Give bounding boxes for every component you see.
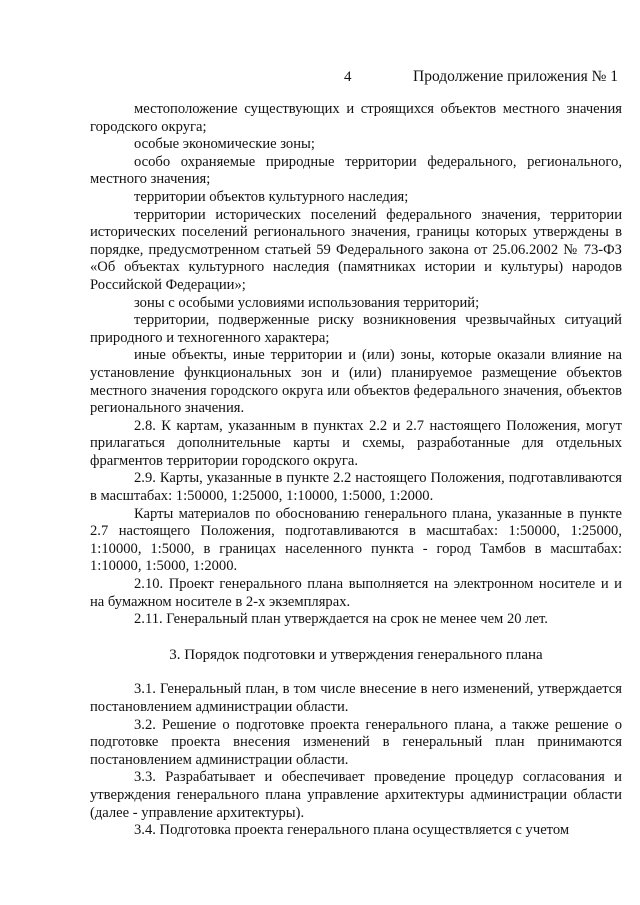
paragraph: зоны с особыми условиями использования территорий; <box>134 294 480 311</box>
document-body <box>90 101 622 840</box>
appendix-continuation-note: Продолжение приложения № 1 <box>413 68 618 85</box>
paragraph: 3.2. Решение о подготовке проекта генерального плана, а также решение о подготовке проекта внесения изменений в генеральный план принимаются постановлением администрации области. <box>90 716 622 768</box>
paragraph: 3.4. Подготовка проекта генерального плана осуществляется с учетом <box>134 822 570 839</box>
paragraph: особо охраняемые природные территории федерального, регионального, местного значения; <box>90 153 622 188</box>
paragraph: 2.8. К картам, указанным в пунктах 2.2 и 2.7 настоящего Положения, могут прилагаться дополнительные карты и схемы, разработанные для отдельных фрагментов территории городского округа. <box>90 417 622 469</box>
paragraph: территории исторических поселений федерального значения, территории исторических поселений регионального значения, границы которых утверждены в порядке, предусмотренном статьей 59 Федерального закона от 25.06.2002 № 73-ФЗ «Об объектах культурного наследия (памятниках истории и культуры) народов Российской Федерации»; <box>90 206 622 293</box>
paragraph: местоположение существующих и строящихся объектов местного значения городского округа; <box>90 101 622 135</box>
paragraph: Карты материалов по обоснованию генерального плана, указанные в пункте 2.7 настоящего Положения, подготавливаются в масштабах: 1:50000, 1:25000, 1:10000, 1:5000, в границах населенного пункта - город Тамбов в масштабах: 1:10000, 1:5000, 1:2000. <box>90 505 622 575</box>
paragraph: 2.9. Карты, указанные в пункте 2.2 настоящего Положения, подготавливаются в масштабах: 1:50000, 1:25000, 1:10000, 1:5000, 1:2000. <box>90 470 622 505</box>
paragraph: 3.1. Генеральный план, в том числе внесение в него изменений, утверждается постановлением администрации области. <box>90 681 622 715</box>
paragraph: территории объектов культурного наследия; <box>134 188 409 205</box>
paragraph: 2.11. Генеральный план утверждается на срок не менее чем 20 лет. <box>134 611 548 628</box>
section-title: 3. Порядок подготовки и утверждения генерального плана <box>169 646 543 663</box>
paragraph: особые экономические зоны; <box>134 136 315 153</box>
paragraph: территории, подверженные риску возникновения чрезвычайных ситуаций природного и техногенного характера; <box>90 312 622 346</box>
paragraph: иные объекты, иные территории и (или) зоны, которые оказали влияние на установление функциональных зон и (или) планируемое размещение объектов местного значения городского округа или объектов федерального значения, объектов регионального значения. <box>90 347 622 417</box>
page-number: 4 <box>344 69 352 85</box>
paragraph: 2.10. Проект генерального плана выполняется на электронном носителе и и на бумажном носителе в 2-х экземплярах. <box>90 576 622 610</box>
paragraph: 3.3. Разрабатывает и обеспечивает проведение процедур согласования и утверждения генерального плана управление архитектуры администрации области (далее - управление архитектуры). <box>90 769 622 821</box>
